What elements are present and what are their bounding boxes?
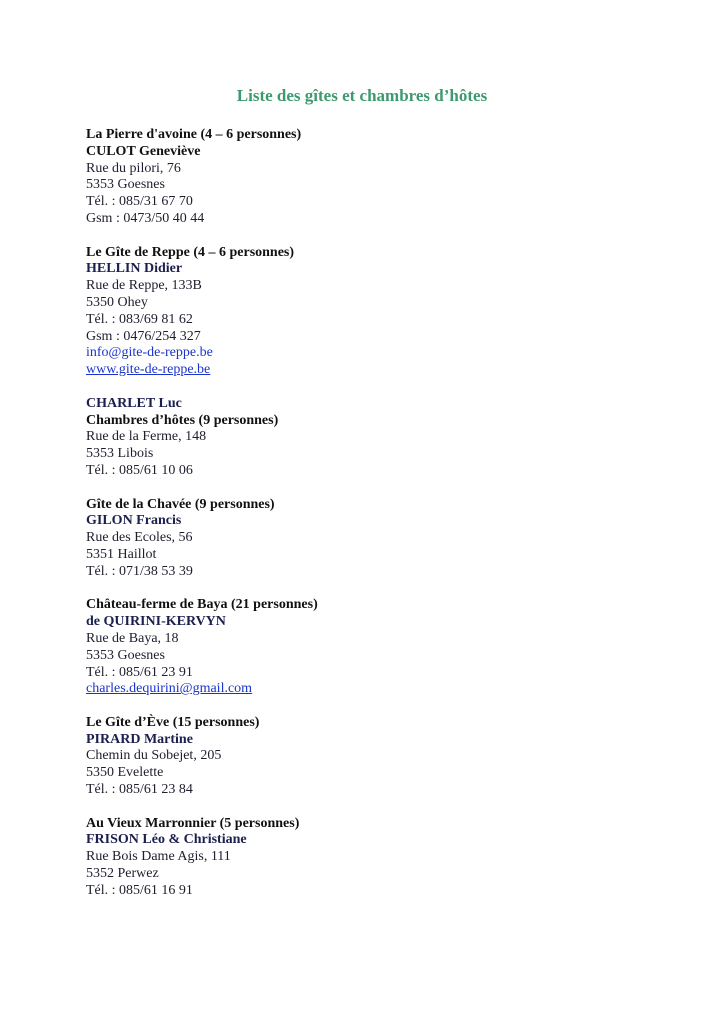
document-title: Liste des gîtes et chambres d’hôtes — [236, 86, 488, 105]
phone-number: Tél. : 085/31 67 70 — [86, 194, 193, 210]
phone-number: Tél. : 071/38 53 39 — [86, 563, 193, 579]
entry-subheading: FRISON Léo & Christiane — [86, 832, 247, 848]
postal-locality: 5353 Libois — [86, 446, 154, 462]
listing-entry — [86, 127, 646, 228]
postal-locality: 5353 Goesnes — [86, 177, 165, 193]
listing-entries — [86, 127, 646, 916]
phone-number: Tél. : 085/61 23 84 — [86, 782, 193, 798]
entry-heading: Château-ferme de Baya (21 personnes) — [86, 597, 318, 613]
listing-entry — [86, 245, 646, 379]
entry-heading: Au Vieux Marronnier (5 personnes) — [86, 815, 300, 831]
street-address: Rue Bois Dame Agis, 111 — [86, 849, 231, 865]
mobile-number: Gsm : 0473/50 40 44 — [86, 210, 205, 226]
listing-entry — [86, 396, 646, 480]
phone-number: Tél. : 085/61 23 91 — [86, 664, 193, 680]
entry-heading: La Pierre d'avoine (4 – 6 personnes) — [86, 127, 302, 142]
email-link[interactable]: info@gite-de-reppe.be — [86, 345, 213, 361]
postal-locality: 5352 Perwez — [86, 866, 159, 882]
email-link[interactable]: charles.dequirini@gmail.com — [86, 681, 253, 697]
entry-subheading: CULOT Geneviève — [86, 143, 201, 159]
mobile-number: Gsm : 0476/254 327 — [86, 328, 201, 344]
entry-subheading: GILON Francis — [86, 513, 182, 529]
postal-locality: 5350 Evelette — [86, 765, 164, 781]
phone-number: Tél. : 085/61 16 91 — [86, 882, 193, 898]
entry-subheading: Chambres d’hôtes (9 personnes) — [86, 412, 279, 428]
entry-heading: CHARLET Luc — [86, 395, 182, 411]
listing-entry — [86, 497, 646, 581]
street-address: Rue de Baya, 18 — [86, 630, 179, 646]
entry-subheading: PIRARD Martine — [86, 731, 193, 747]
entry-heading: Le Gîte de Reppe (4 – 6 personnes) — [86, 244, 295, 260]
listing-entry — [86, 715, 646, 799]
postal-locality: 5350 Ohey — [86, 294, 148, 310]
phone-number: Tél. : 083/69 81 62 — [86, 311, 193, 327]
postal-locality: 5353 Goesnes — [86, 647, 165, 663]
street-address: Rue de Reppe, 133B — [86, 278, 202, 294]
street-address: Rue des Ecoles, 56 — [86, 530, 193, 546]
street-address: Chemin du Sobejet, 205 — [86, 748, 222, 764]
entry-subheading: de QUIRINI-KERVYN — [86, 614, 226, 630]
postal-locality: 5351 Haillot — [86, 546, 157, 562]
entry-heading: Gîte de la Chavée (9 personnes) — [86, 496, 275, 512]
entry-heading: Le Gîte d’Ève (15 personnes) — [86, 714, 260, 730]
listing-entry — [86, 597, 646, 698]
street-address: Rue du pilori, 76 — [86, 160, 181, 176]
website-link[interactable]: www.gite-de-reppe.be — [86, 362, 211, 378]
listing-entry — [86, 816, 646, 900]
street-address: Rue de la Ferme, 148 — [86, 429, 207, 445]
entry-subheading: HELLIN Didier — [86, 261, 183, 277]
phone-number: Tél. : 085/61 10 06 — [86, 462, 193, 478]
